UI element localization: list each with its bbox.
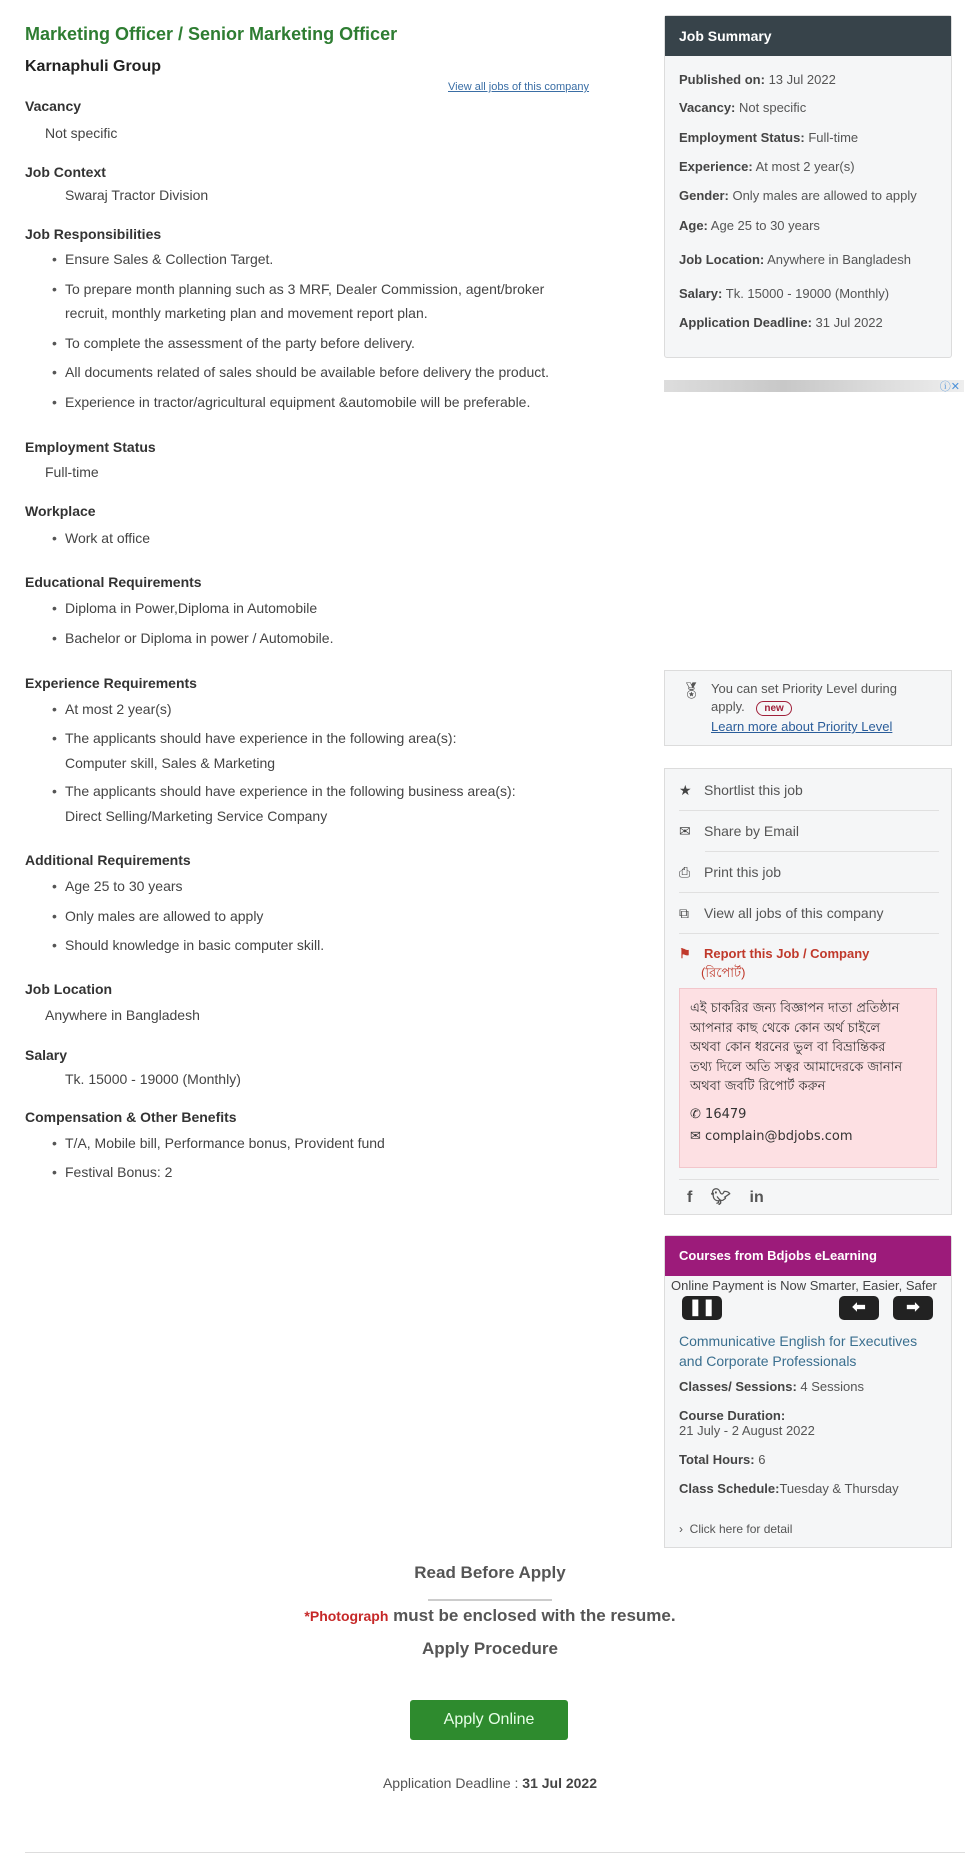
courses-detail: Click here for detail — [689, 1522, 793, 1536]
new-badge: new — [756, 701, 791, 716]
ad-close-icon[interactable]: ⓘ✕ — [939, 381, 960, 393]
facebook-icon[interactable]: f — [687, 1189, 693, 1206]
courses-title: Courses from Bdjobs eLearning — [665, 1236, 951, 1276]
social-links — [687, 1187, 764, 1207]
summary-rows-2-k: Employment Status: — [679, 130, 805, 145]
summary-vacancy — [679, 100, 806, 115]
courses-sessions-k: Classes/ Sessions: — [679, 1379, 797, 1394]
pause-button[interactable]: ❚❚ — [682, 1296, 722, 1320]
actions-notice-0: এই চাকরির জন্য বিজ্ঞাপন দাতা প্রতিষ্ঠান — [690, 1001, 900, 1016]
footer-divider — [25, 1852, 965, 1853]
list-item: • The applicants should have experience in the following business area(s): — [65, 783, 516, 799]
context-label: Job Context — [25, 164, 106, 180]
share-email-button[interactable] — [679, 821, 939, 862]
summary-location — [679, 252, 911, 267]
employment-value: Full-time — [45, 464, 99, 480]
salary-value: Tk. 15000 - 19000 (Monthly) — [65, 1071, 241, 1087]
context-value: Swaraj Tractor Division — [65, 187, 209, 203]
actions-email: Share by Email — [704, 823, 799, 839]
next-arrow-button[interactable]: ➡ — [893, 1296, 933, 1320]
print-button[interactable] — [679, 862, 939, 903]
summary-published — [679, 72, 836, 87]
courses-hours-v: 6 — [754, 1452, 766, 1467]
list-item: • Festival Bonus: 2 — [65, 1164, 172, 1180]
summary-rows-1-v: Not specific — [739, 100, 807, 115]
courses-schedule-v: Tuesday & Thursday — [779, 1481, 899, 1496]
flag-icon: ⚑ — [679, 946, 691, 961]
list-item: • Experience in tractor/agricultural equipment &automobile will be preferable. — [65, 394, 530, 410]
medal-icon: 🏅︎ — [681, 683, 702, 700]
read-before-apply: Read Before Apply — [414, 1563, 566, 1582]
summary-rows-6-v: Anywhere in Bangladesh — [767, 252, 911, 267]
courses-panel — [664, 1235, 952, 1548]
text-fragment — [679, 892, 939, 893]
actions-report: Report this Job / Company — [704, 946, 870, 961]
courses-duration-k: Course Duration: — [679, 1408, 786, 1423]
view-all-jobs-button[interactable] — [679, 903, 939, 944]
course-name-link[interactable] — [679, 1331, 917, 1371]
apply-procedure: Apply Procedure — [421, 1639, 559, 1658]
report-bn: (রিপোর্ট) — [701, 965, 746, 980]
experience-label: Experience Requirements — [25, 675, 197, 691]
summary-rows-4-v: Only males are allowed to apply — [732, 188, 917, 203]
apply-deadline-label: Application Deadline : — [382, 1775, 523, 1791]
complain-email[interactable]: complain@bdjobs.com — [705, 1129, 853, 1144]
envelope-icon: ✉ — [690, 1129, 701, 1144]
workplace-label: Workplace — [25, 503, 96, 519]
list-item: • Ensure Sales & Collection Target. — [65, 251, 273, 267]
list-item-cont: Direct Selling/Marketing Service Company — [65, 808, 328, 824]
summary-experience — [679, 159, 855, 174]
divider — [428, 1599, 552, 1601]
priority-learn-more-link[interactable]: Learn more about Priority Level — [711, 719, 893, 734]
marquee-text: Online Payment is Now Smarter, Easier, Safer — [671, 1278, 937, 1293]
list-item: • The applicants should have experience in the following area(s): — [65, 730, 456, 746]
text-fragment — [679, 1179, 939, 1180]
linkedin-icon[interactable]: in — [749, 1189, 764, 1206]
company-name: Karnaphuli Group — [25, 58, 161, 75]
text-fragment — [679, 810, 939, 811]
report-notice — [679, 988, 937, 1168]
salary-label: Salary — [25, 1047, 68, 1063]
chevron-right-icon: › — [679, 1522, 683, 1536]
shortlist-button[interactable] — [679, 780, 939, 821]
location-value: Anywhere in Bangladesh — [45, 1007, 200, 1023]
job-summary-title: Job Summary — [665, 16, 951, 56]
job-actions-panel — [664, 768, 952, 1215]
apply-photo: *Photograph — [304, 1608, 389, 1624]
actions-print: Print this job — [704, 864, 782, 880]
summary-rows-8-v: 31 Jul 2022 — [815, 315, 883, 330]
apply-online-button[interactable]: Apply Online — [410, 1700, 568, 1740]
list-item-cont: recruit, monthly marketing plan and movement report plan. — [65, 305, 428, 321]
list-item: • Work at office — [65, 530, 150, 546]
list-item: • To complete the assessment of the party before delivery. — [65, 335, 415, 351]
summary-rows-7-v: Tk. 15000 - 19000 (Monthly) — [725, 286, 890, 301]
copy-icon: ⧉ — [679, 905, 689, 921]
summary-deadline — [679, 315, 883, 330]
courses-sessions-v: 4 Sessions — [796, 1379, 864, 1394]
course-duration — [679, 1408, 815, 1438]
summary-rows-0-v: 13 Jul 2022 — [768, 72, 836, 87]
apply-photo-rest: must be enclosed with the resume. — [388, 1606, 676, 1625]
summary-rows-2-v: Full-time — [808, 130, 859, 145]
course-hours — [679, 1452, 765, 1467]
list-item: • T/A, Mobile bill, Performance bonus, Provident fund — [65, 1135, 385, 1151]
priority-text-2: apply. — [711, 699, 745, 714]
list-item: • Age 25 to 30 years — [65, 878, 183, 894]
summary-rows-0-k: Published on: — [679, 72, 765, 87]
envelope-icon: ✉ — [679, 823, 691, 839]
actions-notice-3: তথ্য দিলে অতি সত্বর আমাদেরকে জানান — [690, 1059, 903, 1075]
course-schedule — [679, 1481, 899, 1496]
vacancy-label: Vacancy — [25, 98, 82, 114]
job-title: Marketing Officer / Senior Marketing Officer — [25, 24, 398, 44]
summary-age — [679, 218, 820, 233]
phone-number: 16479 — [705, 1106, 747, 1122]
summary-rows-1-k: Vacancy: — [679, 100, 736, 115]
summary-rows-3-v: At most 2 year(s) — [755, 159, 855, 174]
summary-rows-6-k: Job Location: — [679, 252, 765, 267]
summary-employment — [679, 130, 858, 145]
job-summary-panel — [664, 15, 952, 358]
priority-text: You can set Priority Level during — [711, 681, 897, 696]
text-fragment — [690, 1105, 926, 1125]
text-fragment — [679, 933, 939, 934]
list-item: • At most 2 year(s) — [65, 701, 172, 717]
summary-rows-8-k: Application Deadline: — [679, 315, 812, 330]
courses-course-name2: and Corporate Professionals — [679, 1353, 857, 1369]
courses-duration-v: 21 July - 2 August 2022 — [679, 1423, 815, 1438]
photo-note — [0, 1606, 970, 1626]
employment-label: Employment Status — [25, 439, 156, 455]
priority-panel — [664, 670, 952, 746]
prev-arrow-button[interactable]: ⬅ — [839, 1296, 879, 1320]
additional-label: Additional Requirements — [25, 852, 191, 868]
actions-shortlist: Shortlist this job — [704, 782, 803, 798]
ad-banner[interactable] — [664, 380, 964, 392]
text-fragment — [705, 851, 939, 852]
courses-course-name1: Communicative English for Executives — [679, 1333, 918, 1349]
summary-salary — [679, 286, 889, 301]
actions-notice-2: অথবা কোন ধরনের ভুল বা বিভ্রান্তিকর — [690, 1040, 886, 1055]
courses-hours-k: Total Hours: — [679, 1452, 755, 1467]
courses-schedule-k: Class Schedule: — [679, 1481, 780, 1496]
view-all-jobs-link[interactable]: View all jobs of this company — [448, 81, 590, 93]
education-label: Educational Requirements — [25, 574, 202, 590]
list-item: • Diploma in Power,Diploma in Automobile — [65, 600, 317, 616]
list-item: • Only males are allowed to apply — [65, 908, 263, 924]
actions-notice-4: অথবা জবটি রিপোর্ট করুন — [690, 1079, 826, 1094]
vacancy-value: Not specific — [45, 125, 118, 141]
location-label: Job Location — [25, 981, 113, 997]
twitter-icon[interactable]: 🐦︎ — [710, 1189, 732, 1206]
apply-deadline: 31 Jul 2022 — [522, 1775, 598, 1791]
summary-rows-7-k: Salary: — [679, 286, 723, 301]
text-fragment — [711, 699, 792, 716]
actions-view-all: View all jobs of this company — [704, 905, 884, 921]
summary-rows-5-v: Age 25 to 30 years — [710, 218, 820, 233]
responsibilities-label: Job Responsibilities — [25, 226, 162, 242]
benefits-label: Compensation & Other Benefits — [25, 1109, 237, 1125]
list-item: • Should knowledge in basic computer skill. — [65, 937, 324, 953]
summary-rows-3-k: Experience: — [679, 159, 753, 174]
printer-icon: ⎙ — [679, 864, 691, 880]
course-detail-link[interactable] — [679, 1522, 792, 1536]
actions-notice-1: আপনার কাছ থেকে কোন অর্থ চাইলে — [690, 1020, 881, 1036]
list-item: • To prepare month planning such as 3 MRF, Dealer Commission, agent/broker — [65, 281, 544, 297]
summary-rows-4-k: Gender: — [679, 188, 729, 203]
summary-rows-5-k: Age: — [679, 218, 708, 233]
course-sessions — [679, 1379, 864, 1394]
apply-deadline — [0, 1775, 970, 1791]
list-item: • All documents related of sales should be available before delivery the product. — [65, 364, 549, 380]
list-item-cont: Computer skill, Sales & Marketing — [65, 755, 276, 771]
star-icon: ★ — [679, 782, 692, 798]
list-item: • Bachelor or Diploma in power / Automobile. — [65, 630, 333, 646]
summary-gender — [679, 188, 917, 203]
text-fragment — [690, 1127, 926, 1147]
phone-icon: ✆ — [690, 1106, 701, 1122]
